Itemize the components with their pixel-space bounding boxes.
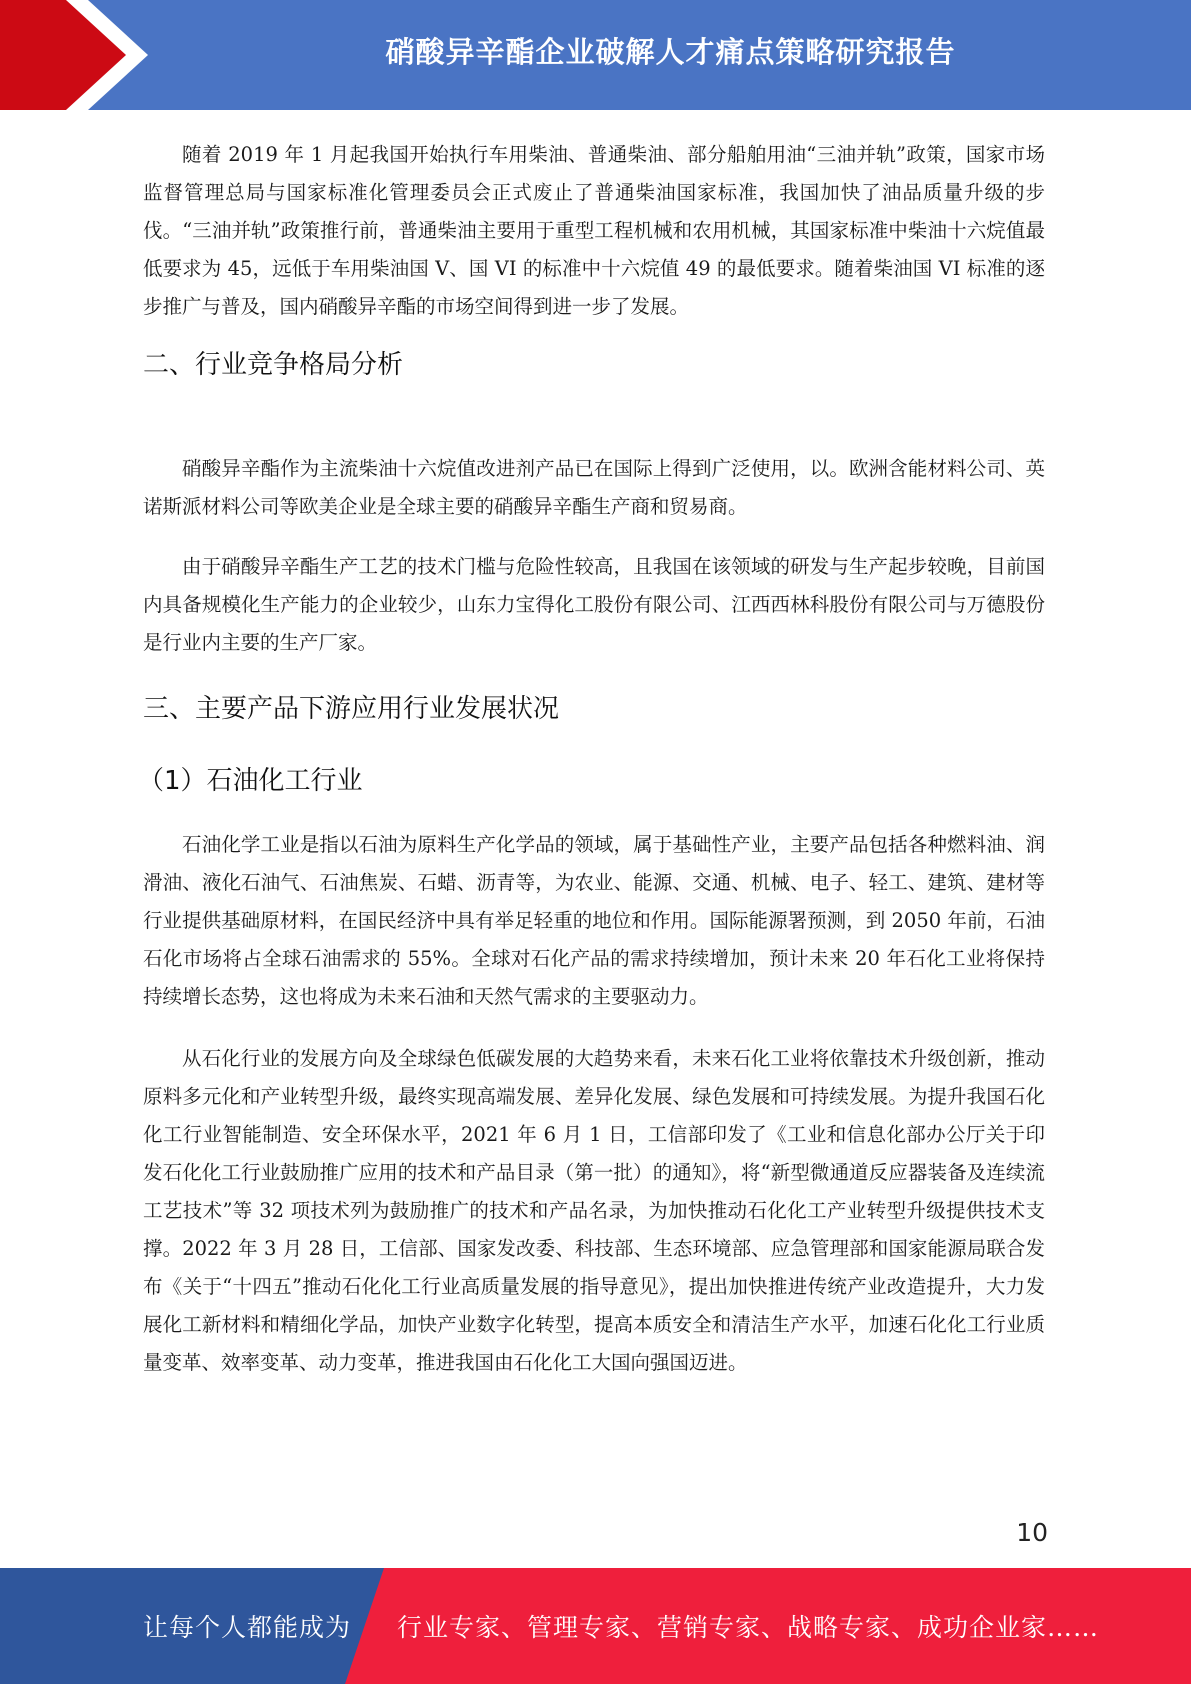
page-number: 10 <box>1016 1518 1048 1547</box>
page-footer <box>0 1568 1191 1684</box>
section-heading-competition: 二、行业竞争格局分析 <box>143 350 404 380</box>
section-heading-downstream: 三、主要产品下游应用行业发展状况 <box>143 694 560 724</box>
subsection-heading-petrochemical: （1）石油化工行业 <box>138 766 363 796</box>
paragraph-petrochemical-policy: 从石化行业的发展方向及全球绿色低碳发展的大趋势来看，未来石化工业将依靠技术升级创新，推动原料多元化和产业转型升级，最终实现高端发展、差异化发展、绿色发展和可持续发展。为提升我国石化化工行业智能制造、安全环保水平，2021 年 6 月 1 日，工信部印发了《工业和信息化部办公厅关于印发石化化工行业鼓励推广应用的技术和产品目录（第一批）的通知》，将“新型微通道反应器装备及连续流工艺技术”等 32 项技术列为鼓励推广的技术和产品名录，为加快推动石化化工产业转型升级提供技术支撑。2022 年 3 月 28 日，工信部、国家发改委、科技部、生态环境部、应急管理部和国家能源局联合发布《关于“十四五”推动石化化工行业高质量发展的指导意见》，提出加快推进传统产业改造提升，大力发展化工新材料和精细化学品，加快产业数字化转型，提高本质安全和清洁生产水平，加速石化化工行业质量变革、效率变革、动力变革，推进我国由石化化工大国向强国迈进。 <box>143 1047 1045 1374</box>
footer-slogan-left: 让每个人都能成为 <box>143 1613 352 1642</box>
page-header <box>0 0 1191 110</box>
paragraph-petrochemical-overview: 石油化学工业是指以石油为原料生产化学品的领域，属于基础性产业，主要产品包括各种燃料油、润滑油、液化石油气、石油焦炭、石蜡、沥青等，为农业、能源、交通、机械、电子、轻工、建筑、建材等行业提供基础原材料，在国民经济中具有举足轻重的地位和作用。国际能源署预测，到 2050 年前，石油石化市场将占全球石油需求的 55%。全球对石化产品的需求持续增加，预计未来 20 年石化工业将保持持续增长态势，这也将成为未来石油和天然气需求的主要驱动力。 <box>143 833 1045 1008</box>
paragraph-domestic-producers: 由于硝酸异辛酯生产工艺的技术门槛与危险性较高，且我国在该领域的研发与生产起步较晚，目前国内具备规模化生产能力的企业较少，山东力宝得化工股份有限公司、江西西林科股份有限公司与万德股份是行业内主要的生产厂家。 <box>143 555 1045 654</box>
footer-slogan-right: 行业专家、管理专家、营销专家、战略专家、成功企业家…… <box>397 1613 1100 1642</box>
header-chevron-decoration <box>0 0 160 110</box>
report-title: 硝酸异辛酯企业破解人才痛点策略研究报告 <box>385 34 956 69</box>
paragraph-global-producers: 硝酸异辛酯作为主流柴油十六烷值改进剂产品已在国际上得到广泛使用，以。欧洲含能材料公司、英诺斯派材料公司等欧美企业是全球主要的硝酸异辛酯生产商和贸易商。 <box>143 457 1045 518</box>
paragraph-three-oils-policy: 随着 2019 年 1 月起我国开始执行车用柴油、普通柴油、部分船舶用油“三油并轨”政策，国家市场监督管理总局与国家标准化管理委员会正式废止了普通柴油国家标准，我国加快了油品质量升级的步伐。“三油并轨”政策推行前，普通柴油主要用于重型工程机械和农用机械，其国家标准中柴油十六烷值最低要求为 45，远低于车用柴油国 V、国 VI 的标准中十六烷值 49 的最低要求。随着柴油国 VI 标准的逐步推广与普及，国内硝酸异辛酯的市场空间得到进一步了发展。 <box>143 143 1045 318</box>
